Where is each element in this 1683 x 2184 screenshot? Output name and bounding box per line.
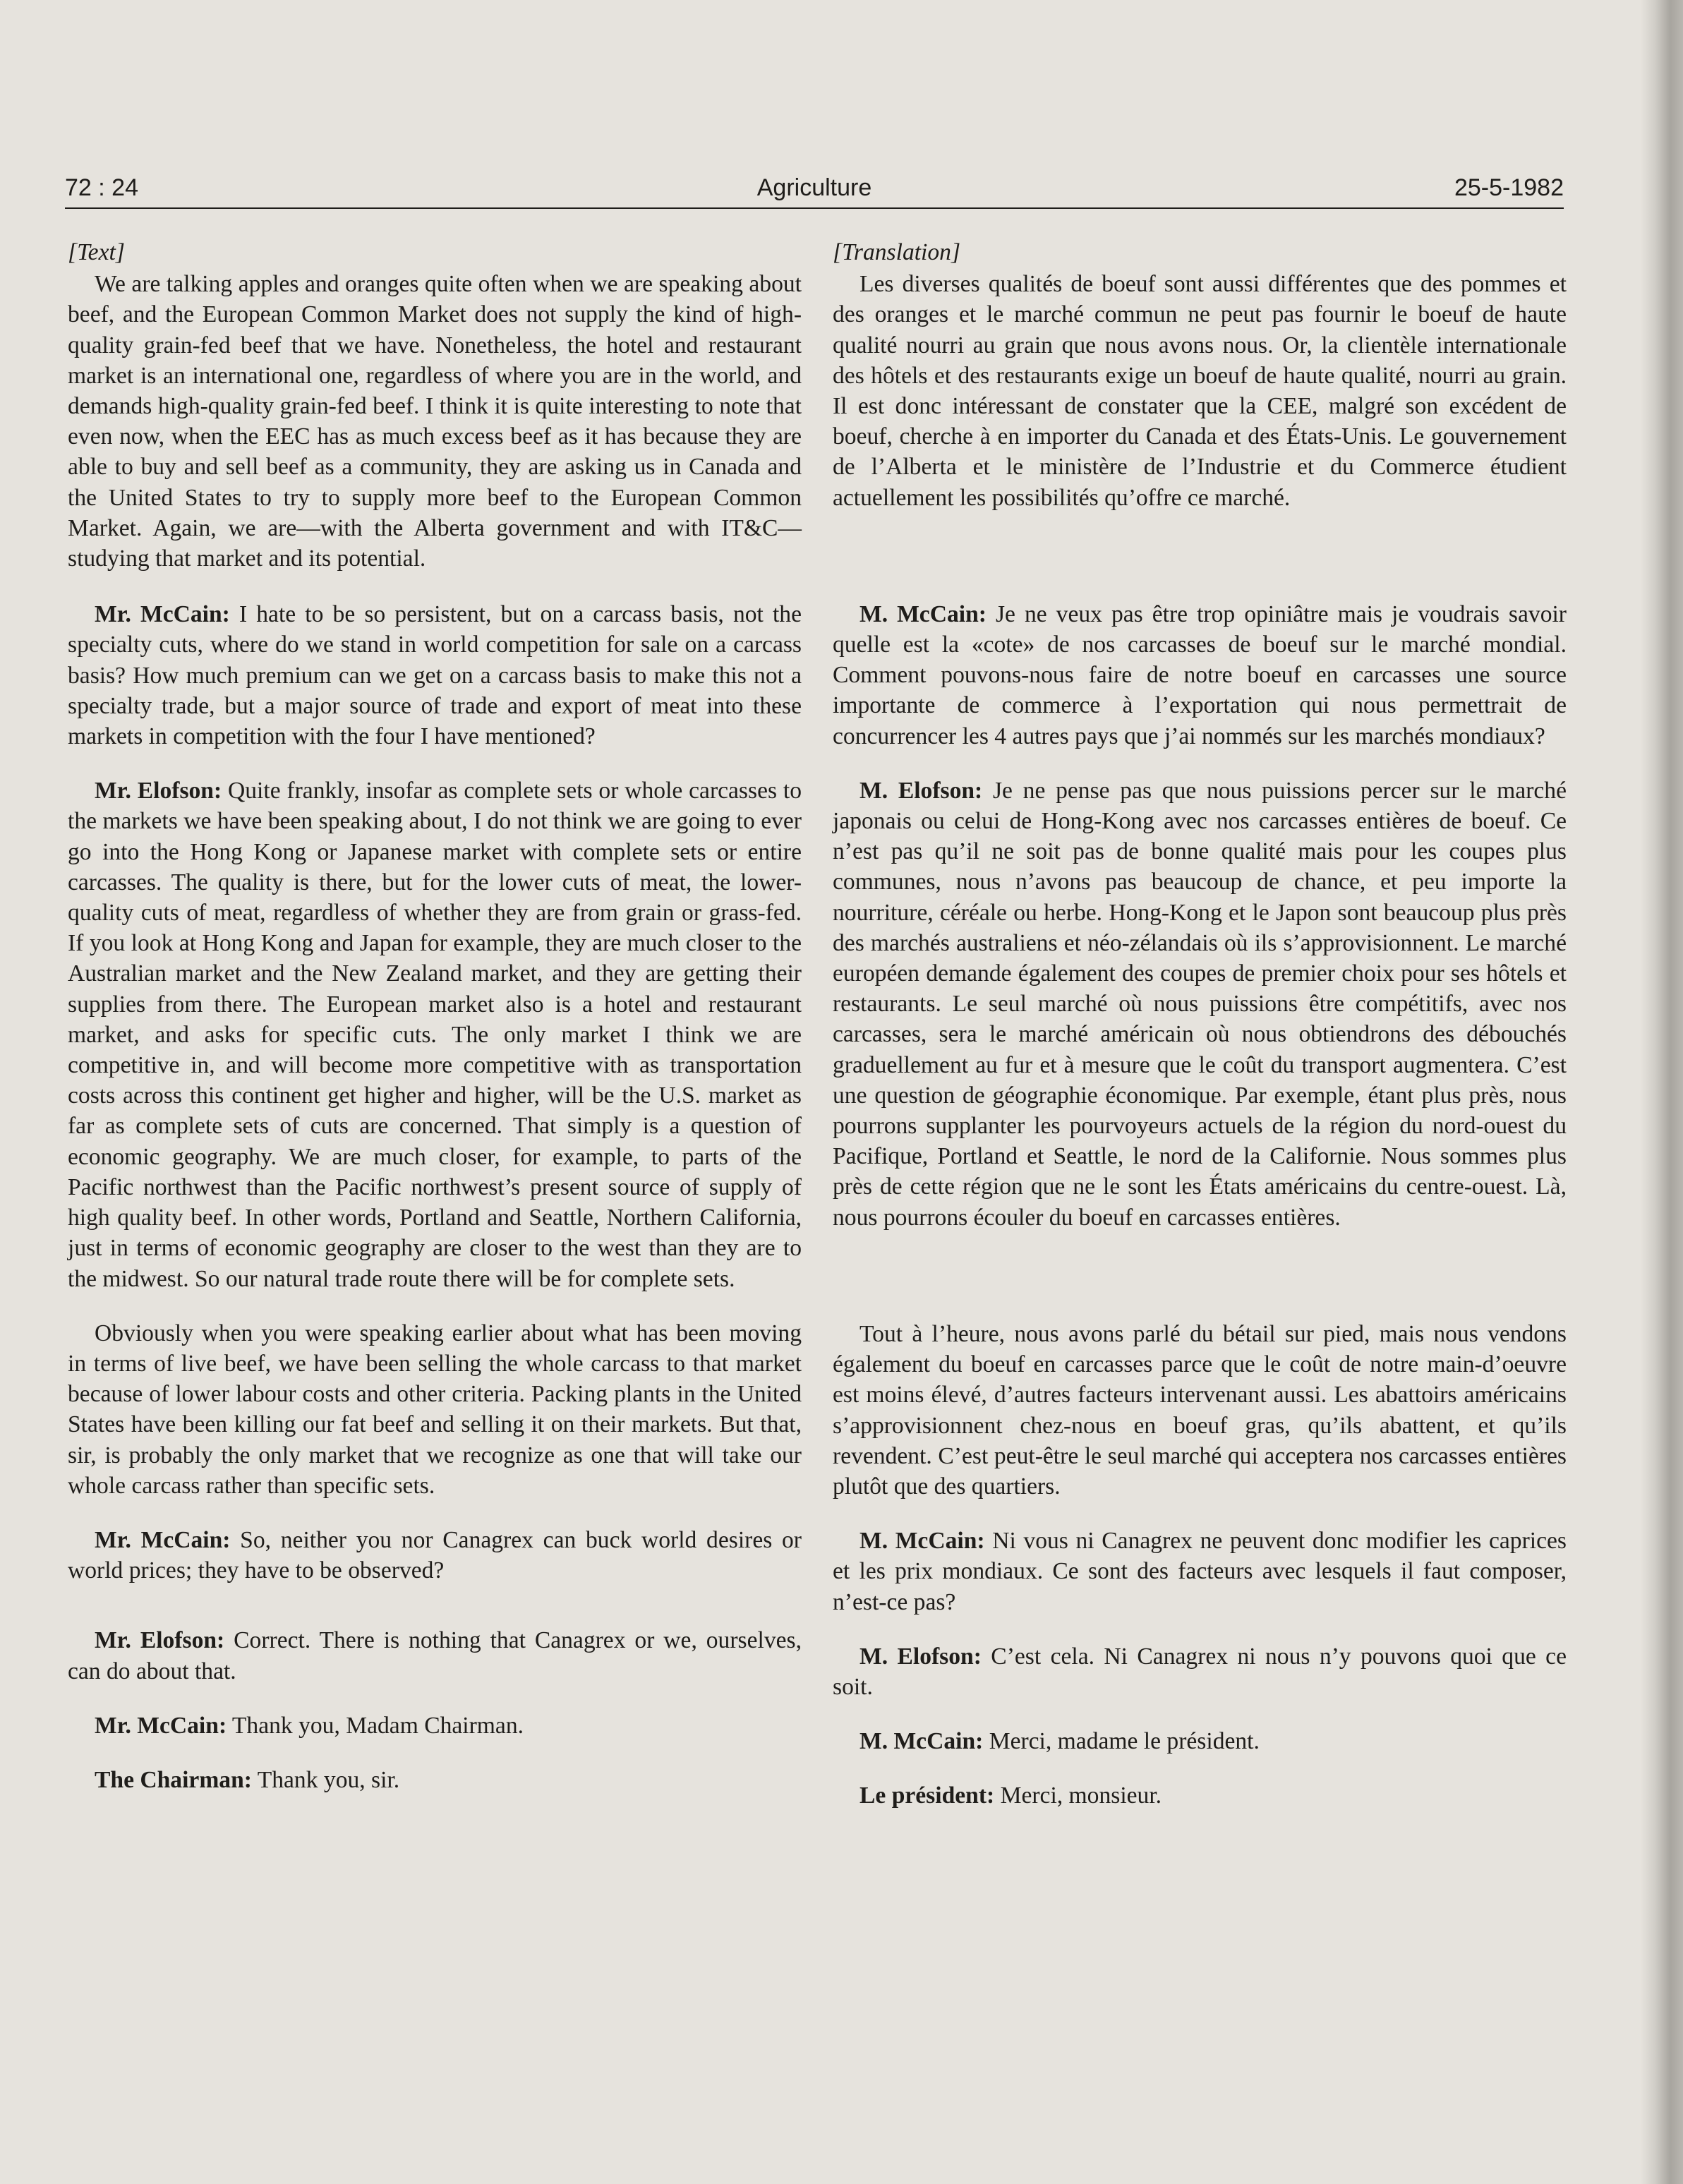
paragraph-text: Ni vous ni Canagrex ne peuvent donc modifier les caprices et les prix mondiaux. Ce sont des facteurs avec lesquels il faut composer, n’est-ce pas? bbox=[833, 1528, 1567, 1615]
paragraph bbox=[68, 1525, 802, 1586]
section-label-text: Translation bbox=[842, 239, 951, 265]
speaker-name: Mr. Elofson: bbox=[95, 1627, 225, 1654]
paragraph-text: I hate to be so persistent, but on a carcass basis, not the specialty cuts, where do we stand in world competition for sale on a carcass basis? How much premium can we get on a carcass basis to make this not a specialty trade, but a major source of trade and export of meat into these markets in competition with the four I have mentioned? bbox=[68, 601, 802, 750]
paragraph bbox=[68, 269, 802, 574]
paragraph bbox=[833, 1726, 1567, 1756]
paragraph-text: Tout à l’heure, nous avons parlé du bétail sur pied, mais nous vendons également du boeuf en carcasses parce que le coût de notre main-d’oeuvre est moins élevé, d’autres facteurs intervenant aussi. Les abattoirs américains s’approvisionnent chez-nous en boeuf gras, qu’ils abattent, et qu’ils revendent. C’est peut-être le seul marché qui acceptera nos carcasses entières plutôt que des quartiers. bbox=[833, 1320, 1567, 1500]
page-number: 72 : 24 bbox=[65, 174, 138, 201]
paragraph bbox=[68, 1765, 802, 1795]
speaker-name: The Chairman: bbox=[95, 1766, 252, 1793]
issue-date: 25-5-1982 bbox=[1454, 174, 1564, 201]
speaker-name: M. Elofson: bbox=[859, 1643, 982, 1670]
paragraph-text: Correct. There is nothing that Canagrex or we, ourselves, can do about that. bbox=[68, 1627, 802, 1684]
paragraph-text: Les diverses qualités de boeuf sont aussi différentes que des pommes et des oranges et le marché commun ne peut pas fournir le boeuf de haute qualité nourri au grain que nous avons nous. Or, la clientèle internationale des hôtels et des restaurants exige un boeuf de haute qualité, nourri au grain. Il est donc intéressant de constater que la CEE, malgré son excédent de boeuf, cherche à en importer du Canada et des États-Unis. Le gouvernement de l’Alberta et le ministère de l’Industrie et du Commerce étudient actuellement les possibilités qu’offre ce marché. bbox=[833, 271, 1567, 511]
paragraph bbox=[833, 599, 1567, 752]
paragraph-text: So, neither you nor Canagrex can buck world desires or world prices; they have to be observed? bbox=[68, 1526, 802, 1584]
paragraph bbox=[68, 776, 802, 1293]
speaker-name: Mr. McCain: bbox=[95, 601, 230, 628]
page-edge-shadow bbox=[1641, 0, 1683, 2184]
speaker-name: M. McCain: bbox=[859, 1728, 984, 1755]
page-header bbox=[65, 168, 1564, 209]
paragraph-text: Je ne veux pas être trop opiniâtre mais je voudrais savoir quelle est la «cote» de nos carcasses de boeuf sur le marché mondial. Comment pouvons-nous faire de notre boeuf en carcasses une source importante de commerce à l’exportation qui nous permettrait de concurrencer les 4 autres pays que j’ai nommés sur les marchés mondiaux? bbox=[833, 601, 1567, 749]
paragraph bbox=[833, 1319, 1567, 1502]
paragraph bbox=[833, 776, 1567, 1233]
paragraph-text: Merci, madame le président. bbox=[983, 1728, 1260, 1755]
paragraph bbox=[68, 1318, 802, 1501]
paragraph-text: Merci, monsieur. bbox=[994, 1782, 1162, 1809]
french-column bbox=[833, 237, 1567, 1811]
speaker-name: M. McCain: bbox=[859, 1528, 985, 1555]
paragraph-text: Quite frankly, insofar as complete sets or whole carcasses to the markets we have been speaking about, I do not think we are going to ever go into the Hong Kong or Japanese market with complete sets or entire carcasses. The quality is there, but for the lower cuts of meat, the lower-quality cuts of meat, regardless of whether they are from grain or grass-fed. If you look at Hong Kong and Japan for example, they are much closer to the Australian market and the New Zealand market, and they are getting their supplies from there. The European market also is a hotel and restaurant market, and asks for specific cuts. The only market I think we are competitive in, and will become more competitive with as transportation costs across this continent get higher and higher, will be the U.S. market as far as complete sets of cuts are concerned. That simply is a question of economic geography. We are much closer, for example, to parts of the Pacific northwest than the Pacific northwest’s present source of supply of high quality beef. In other words, Portland and Seattle, Northern California, just in terms of economic geography are closer to the west than they are to the midwest. So our natural trade route there will be for complete sets. bbox=[68, 778, 802, 1292]
paragraph bbox=[68, 1625, 802, 1686]
paragraph bbox=[833, 269, 1567, 513]
speaker-name: M. McCain: bbox=[859, 601, 987, 627]
english-column bbox=[68, 237, 802, 1795]
french-section-label: [Translation] bbox=[833, 239, 961, 265]
paragraph-text: Thank you, sir. bbox=[251, 1766, 400, 1793]
speaker-name: Le président: bbox=[859, 1782, 995, 1809]
paragraph bbox=[833, 1641, 1567, 1702]
paragraph-text: Thank you, Madam Chairman. bbox=[227, 1712, 524, 1739]
paragraph bbox=[833, 1780, 1567, 1811]
paragraph bbox=[833, 1526, 1567, 1617]
paragraph bbox=[68, 1711, 802, 1741]
english-section-label: [Text] bbox=[68, 239, 125, 265]
paragraph bbox=[68, 599, 802, 752]
running-title: Agriculture bbox=[756, 174, 872, 201]
speaker-name: Mr. Elofson: bbox=[95, 778, 222, 804]
paragraph-text: We are talking apples and oranges quite often when we are speaking about beef, and the European Common Market does not supply the kind of high-quality grain-fed beef that we have. Nonetheless, the hotel and restaurant market is an international one, regardless of where you are in the world, and demands high-quality grain-fed beef. I think it is quite interesting to note that even now, when the EEC has as much excess beef as it has because they are able to buy and sell beef as a community, they are asking us in Canada and the United States to try to supply more beef to the European Common Market. Again, we are—with the Alberta government and with IT&C—studying that market and its potential. bbox=[68, 271, 802, 572]
paragraph-text: Je ne pense pas que nous puissions percer sur le marché japonais ou celui de Hong-Kong avec nos carcasses entières de boeuf. Ce n’est pas qu’il ne soit pas de bonne qualité mais pour les coupes plus communes, nous n’avons pas beaucoup de chance, et peu importe la nourriture, céréale ou herbe. Hong-Kong et le Japon sont beaucoup plus près des marchés australiens et néo-zélandais où ils s’approvisionnent. Le marché européen demande également des coupes de premier choix pour ses hôtels et restaurants. Le seul marché où nous puissions être compétitifs, avec nos carcasses, sera le marché américain où nous obtiendrons des débouchés graduellement au fur et à mesure que le coût du transport augmentera. C’est une question de géographie économique. Par exemple, étant plus près, nous pourrons supplanter les pourvoyeurs actuels de la région du nord-ouest du Pacifique, Portland et Seattle, le nord de la Californie. Nous sommes plus près de cette région que ne le sont les États américains du centre-ouest. Là, nous pourrons écouler du boeuf en carcasses entières. bbox=[833, 777, 1567, 1231]
paragraph-text: C’est cela. Ni Canagrex ni nous n’y pouvons quoi que ce soit. bbox=[833, 1643, 1567, 1700]
speaker-name: Mr. McCain: bbox=[95, 1526, 231, 1553]
section-label-text: Text bbox=[77, 239, 116, 265]
speaker-name: M. Elofson: bbox=[859, 777, 983, 804]
paragraph-text: Obviously when you were speaking earlier about what has been moving in terms of live beef, we have been selling the whole carcass to that market because of lower labour costs and other criteria. Packing plants in the United States have been killing our fat beef and selling it on their markets. But that, sir, is probably the only market that we recognize as one that will take our whole carcass rather than specific sets. bbox=[68, 1320, 802, 1499]
speaker-name: Mr. McCain: bbox=[95, 1712, 227, 1739]
